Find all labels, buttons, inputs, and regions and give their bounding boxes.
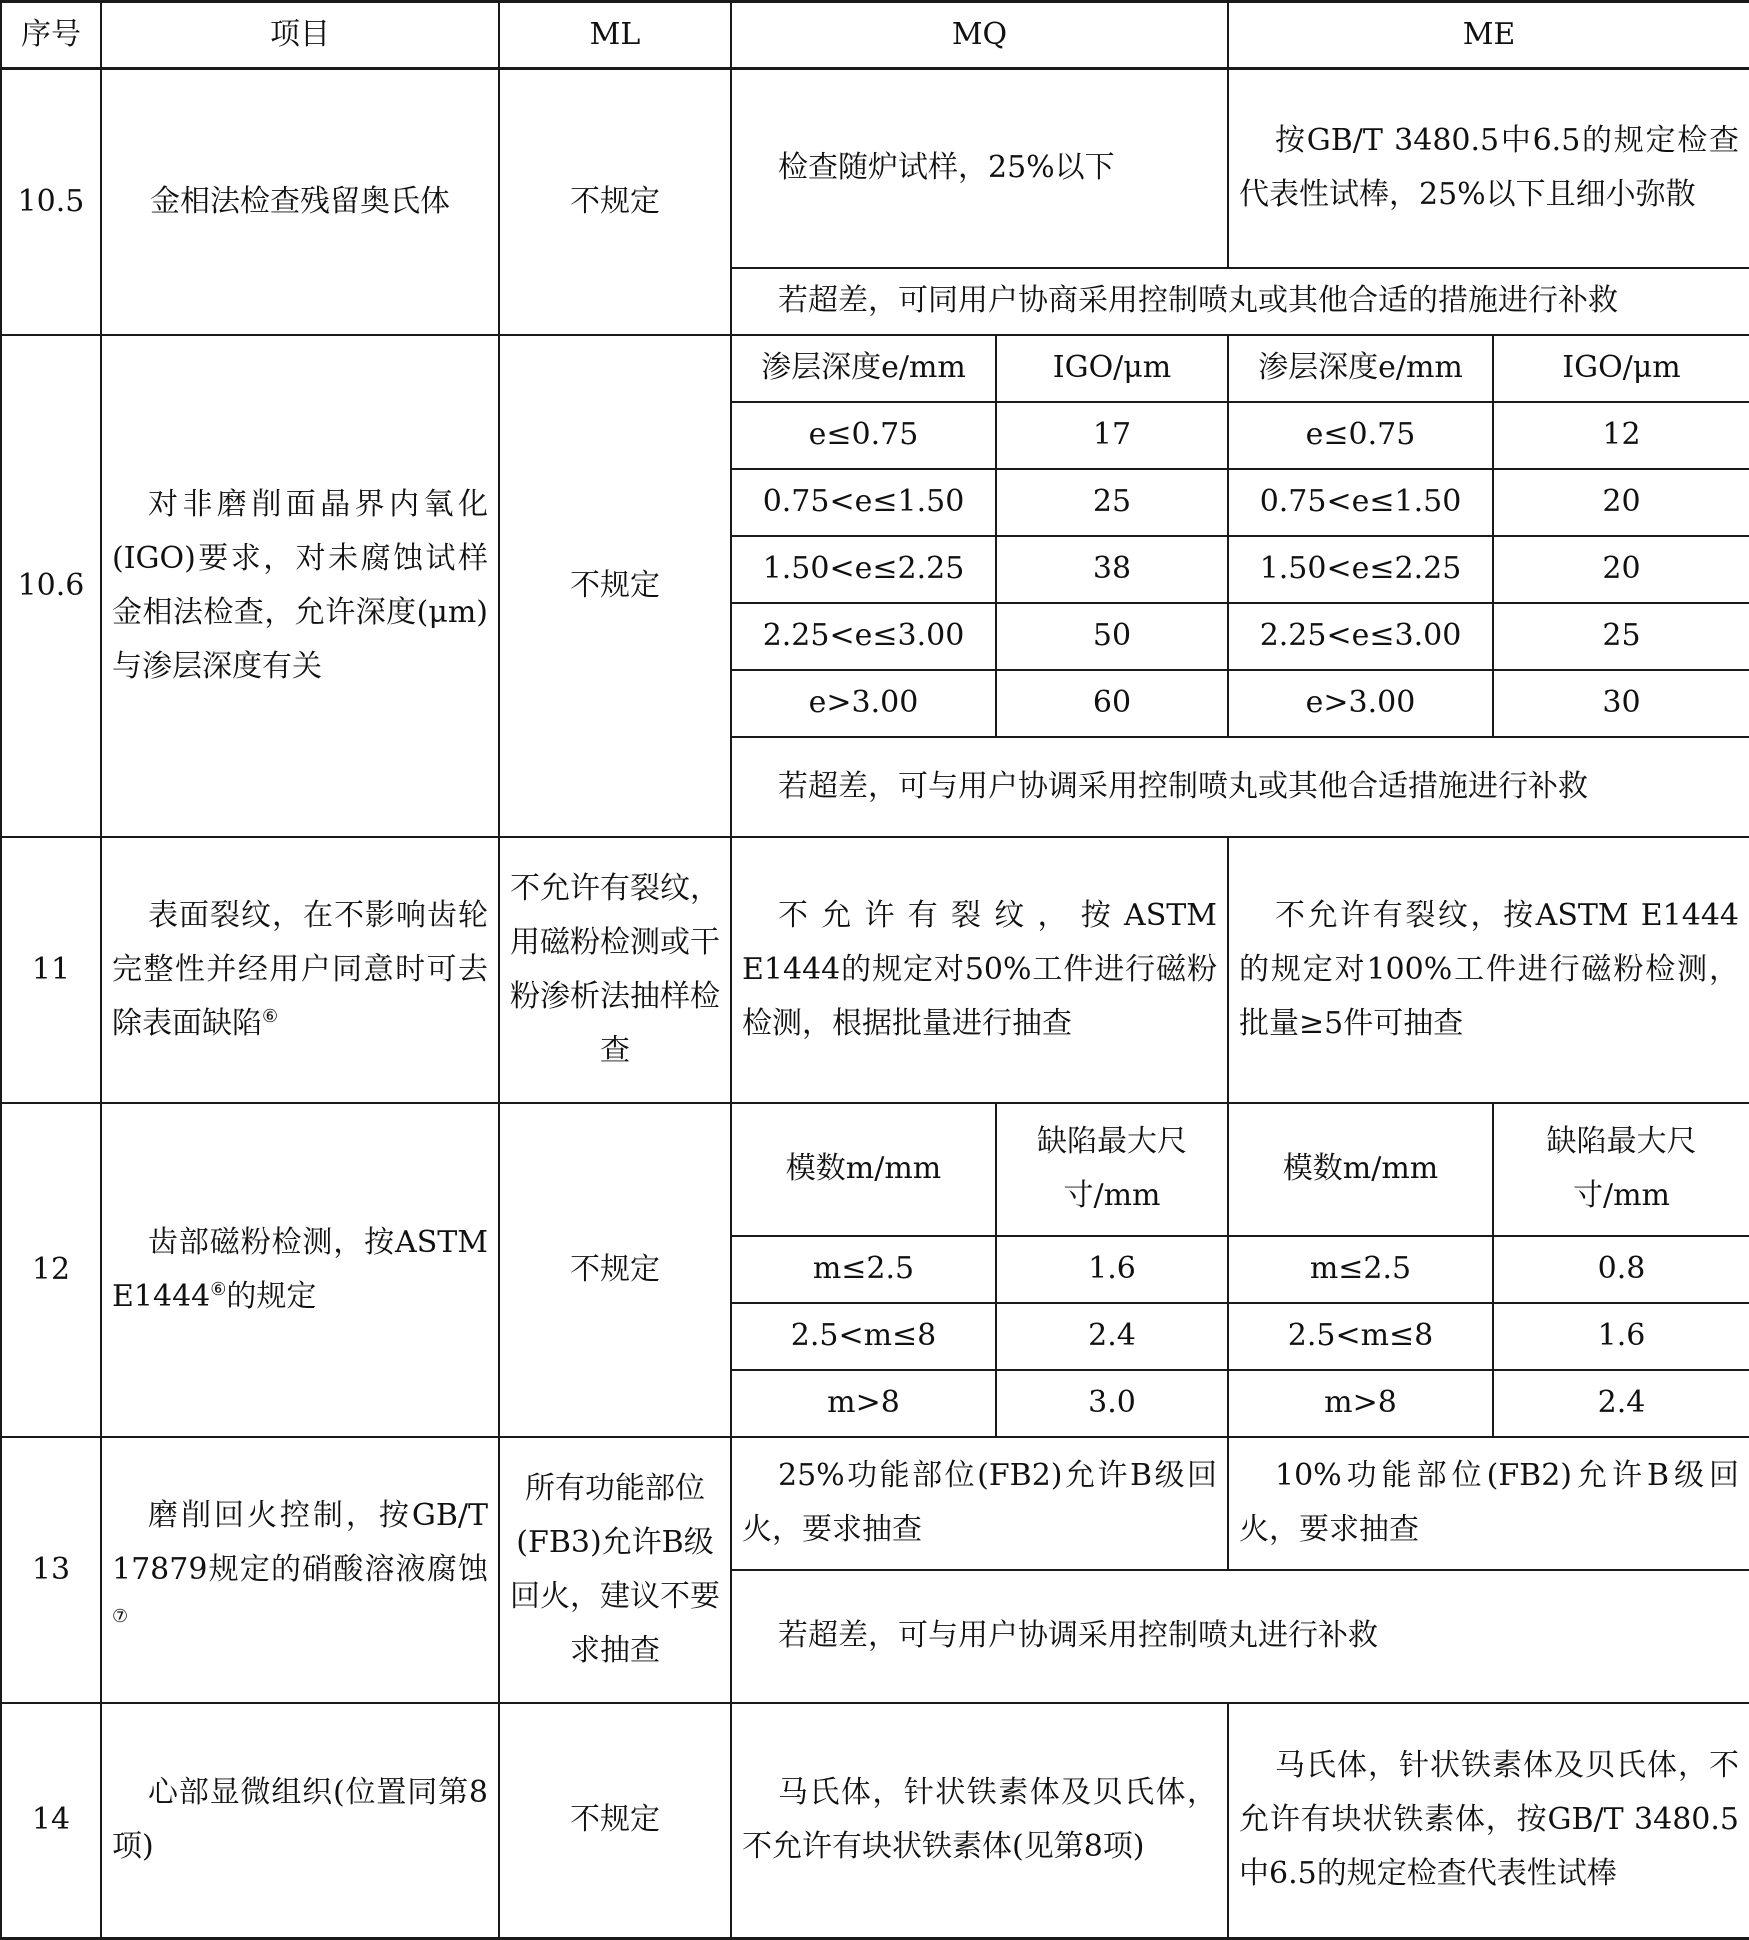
row-item: 心部显微组织(位置同第8项) (101, 1703, 499, 1939)
row-10-6-subheader (1, 335, 1749, 402)
table-cell: 0.75<e≤1.50 (1228, 469, 1493, 536)
row-mq: 检查随炉试样，25%以下 (731, 69, 1228, 268)
row-13 (1, 1437, 1749, 1570)
item-text: 表面裂纹，在不影响齿轮完整性并经用户同意时可去除表面缺陷 (112, 897, 488, 1041)
row-mq: 不允许有裂纹，按ASTM E1444的规定对50%工件进行磁粉检测，根据批量进行抽查 (731, 837, 1228, 1103)
row-ml: 不规定 (499, 335, 731, 837)
header-row (1, 2, 1749, 69)
table-cell: e>3.00 (1228, 670, 1493, 737)
sub-header-cell: IGO/μm (996, 335, 1228, 402)
header-ml: ML (499, 2, 731, 69)
row-item (101, 1103, 499, 1437)
row-note: 若超差，可与用户协调采用控制喷丸进行补救 (731, 1570, 1749, 1703)
table-cell: 2.4 (996, 1303, 1228, 1370)
row-ml: 不规定 (499, 1703, 731, 1939)
row-ml: 所有功能部位(FB3)允许B级回火，建议不要求抽查 (499, 1437, 731, 1703)
table-cell: 2.5<m≤8 (731, 1303, 996, 1370)
header-item: 项目 (101, 2, 499, 69)
table-cell: 50 (996, 603, 1228, 670)
sub-header-cell: 渗层深度e/mm (1228, 335, 1493, 402)
sub-header-cell: 模数m/mm (731, 1103, 996, 1236)
row-ml: 不规定 (499, 69, 731, 335)
footnote-mark: ⑦ (112, 1605, 129, 1627)
row-no: 10.5 (1, 69, 101, 335)
row-no: 12 (1, 1103, 101, 1437)
header-mq: MQ (731, 2, 1228, 69)
row-item: 金相法检查残留奥氏体 (101, 69, 499, 335)
table-cell: e≤0.75 (731, 402, 996, 469)
row-no: 11 (1, 837, 101, 1103)
row-no: 13 (1, 1437, 101, 1703)
footnote-mark: ⑥ (210, 1278, 227, 1300)
row-me: 不允许有裂纹，按ASTM E1444的规定对100%工件进行磁粉检测，批量≥5件可抽查 (1228, 837, 1749, 1103)
table-cell: 17 (996, 402, 1228, 469)
table-cell: 12 (1493, 402, 1749, 469)
table-cell: 2.4 (1493, 1370, 1749, 1437)
item-text-tail: 的规定 (226, 1278, 317, 1314)
table-cell: e≤0.75 (1228, 402, 1493, 469)
sub-header-cell: 缺陷最大尺寸/mm (1493, 1103, 1749, 1236)
table-cell: 30 (1493, 670, 1749, 737)
row-me: 10%功能部位(FB2)允许B级回火，要求抽查 (1228, 1437, 1749, 1570)
table-cell: 60 (996, 670, 1228, 737)
table-cell: 1.50<e≤2.25 (1228, 536, 1493, 603)
row-item: 对非磨削面晶界内氧化(IGO)要求，对未腐蚀试样金相法检查，允许深度(μm)与渗层深度有关 (101, 335, 499, 837)
row-14 (1, 1703, 1749, 1939)
table-cell: 20 (1493, 469, 1749, 536)
row-mq: 25%功能部位(FB2)允许B级回火，要求抽查 (731, 1437, 1228, 1570)
item-text: 磨削回火控制，按GB/T 17879规定的硝酸溶液腐蚀 (112, 1497, 488, 1587)
row-me: 按GB/T 3480.5中6.5的规定检查代表性试棒，25%以下且细小弥散 (1228, 69, 1749, 268)
row-ml: 不允许有裂纹，用磁粉检测或干粉渗析法抽样检查 (499, 837, 731, 1103)
table-cell: 38 (996, 536, 1228, 603)
row-note: 若超差，可与用户协调采用控制喷丸或其他合适措施进行补救 (731, 737, 1749, 837)
row-item (101, 1437, 499, 1703)
item-text: 齿部磁粉检测，按ASTM E1444 (112, 1224, 488, 1314)
table-cell: 3.0 (996, 1370, 1228, 1437)
table-cell: m≤2.5 (731, 1236, 996, 1303)
header-no: 序号 (1, 2, 101, 69)
table-cell: 1.6 (1493, 1303, 1749, 1370)
table-cell: m>8 (731, 1370, 996, 1437)
table-cell: 2.25<e≤3.00 (1228, 603, 1493, 670)
table-cell: m>8 (1228, 1370, 1493, 1437)
sub-header-cell: IGO/μm (1493, 335, 1749, 402)
row-item (101, 837, 499, 1103)
row-12-subheader (1, 1103, 1749, 1236)
table-cell: e>3.00 (731, 670, 996, 737)
row-note: 若超差，可同用户协商采用控制喷丸或其他合适的措施进行补救 (731, 268, 1749, 335)
table-cell: 1.6 (996, 1236, 1228, 1303)
table-cell: m≤2.5 (1228, 1236, 1493, 1303)
table-cell: 2.5<m≤8 (1228, 1303, 1493, 1370)
table-cell: 20 (1493, 536, 1749, 603)
row-ml: 不规定 (499, 1103, 731, 1437)
row-11 (1, 837, 1749, 1103)
row-10-5 (1, 69, 1749, 268)
row-me: 马氏体，针状铁素体及贝氏体，不允许有块状铁素体，按GB/T 3480.5中6.5的规定检查代表性试棒 (1228, 1703, 1749, 1939)
sub-header-cell: 渗层深度e/mm (731, 335, 996, 402)
table-cell: 1.50<e≤2.25 (731, 536, 996, 603)
table-cell: 0.75<e≤1.50 (731, 469, 996, 536)
row-mq: 马氏体，针状铁素体及贝氏体，不允许有块状铁素体(见第8项) (731, 1703, 1228, 1939)
table-cell: 25 (996, 469, 1228, 536)
table-cell: 0.8 (1493, 1236, 1749, 1303)
table-cell: 25 (1493, 603, 1749, 670)
sub-header-cell: 模数m/mm (1228, 1103, 1493, 1236)
footnote-mark: ⑥ (262, 1005, 279, 1027)
row-no: 14 (1, 1703, 101, 1939)
table-cell: 2.25<e≤3.00 (731, 603, 996, 670)
row-no: 10.6 (1, 335, 101, 837)
sub-header-cell: 缺陷最大尺寸/mm (996, 1103, 1228, 1236)
header-me: ME (1228, 2, 1749, 69)
